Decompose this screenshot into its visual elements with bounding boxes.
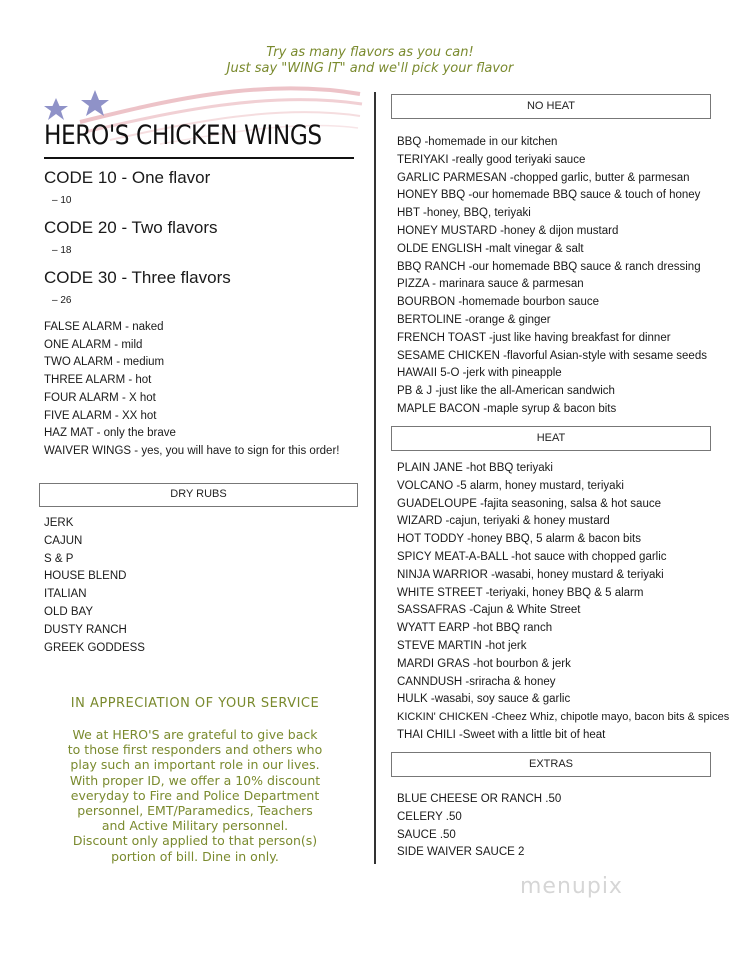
appreciation-line: and Active Military personnel. <box>101 818 289 834</box>
no-heat-header <box>391 94 711 119</box>
heat-level-item: FALSE ALARM - naked <box>44 321 164 333</box>
appreciation-line: to those first responders and others who <box>67 742 323 758</box>
tagline-line-1: Try as many flavors as you can! <box>266 45 474 60</box>
heat-level-item: HAZ MAT - only the brave <box>44 427 176 440</box>
appreciation-line: Discount only applied to that person(s) <box>72 833 318 849</box>
heat-level-item: TWO ALARM - medium <box>44 356 165 369</box>
extras-list <box>397 791 561 862</box>
heat-level-item: FIVE ALARM - XX hot <box>44 409 157 422</box>
star-icon <box>81 90 109 116</box>
dry-rubs-header <box>39 483 358 507</box>
heat-list <box>397 460 729 745</box>
no-heat-list <box>397 134 707 419</box>
flavor-item: CANNDUSH -sriracha & honey <box>397 675 556 688</box>
flavor-item: WYATT EARP -hot BBQ ranch <box>397 622 553 635</box>
flavor-item: NINJA WARRIOR -wasabi, honey mustard & teriyaki <box>397 568 664 581</box>
star-icon <box>44 98 68 120</box>
appreciation-title: IN APPRECIATION OF YOUR SERVICE <box>70 696 320 711</box>
heat-level-item: ONE ALARM - mild <box>44 338 143 351</box>
flavor-item: HOT TODDY -honey BBQ, 5 alarm & bacon bits <box>397 533 641 546</box>
dry-rub-item: GREEK GODDESS <box>44 641 145 654</box>
flavor-item: GARLIC PARMESAN -chopped garlic, butter & parmesan <box>397 171 690 184</box>
left-column <box>44 164 364 461</box>
dry-rub-item: CAJUN <box>44 534 83 547</box>
dry-rub-item: DUSTY RANCH <box>44 623 127 636</box>
flavor-item: WIZARD -cajun, teriyaki & honey mustard <box>397 515 610 528</box>
extras-header <box>391 752 711 777</box>
heat-level-item: THREE ALARM - hot <box>44 374 152 387</box>
extra-item: BLUE CHEESE OR RANCH .50 <box>397 793 562 805</box>
flavor-item: STEVE MARTIN -hot jerk <box>397 639 527 652</box>
heat-level-list <box>44 319 364 461</box>
flavor-item: SASSAFRAS -Cajun & White Street <box>397 604 581 617</box>
heat-title: HEAT <box>536 432 566 444</box>
appreciation-line: everyday to Fire and Police Department <box>70 787 320 803</box>
flavor-item: WHITE STREET -teriyaki, honey BBQ & 5 alarm <box>397 586 644 599</box>
dry-rub-item: JERK <box>44 517 74 529</box>
code-10-price: – 10 <box>52 195 364 207</box>
flavor-item: MAPLE BACON -maple syrup & bacon bits <box>397 402 617 415</box>
logo-underline <box>44 157 354 159</box>
code-10-name: CODE 10 - One flavor <box>44 168 211 187</box>
extras-title: EXTRAS <box>528 758 573 770</box>
dry-rub-item: ITALIAN <box>44 588 87 601</box>
code-20-price: – 18 <box>52 245 364 257</box>
flavor-item: HBT -honey, BBQ, teriyaki <box>397 207 531 220</box>
heat-level-item: FOUR ALARM - X hot <box>44 391 156 404</box>
extra-item: SAUCE .50 <box>397 828 456 841</box>
appreciation-line: portion of bill. Dine in only. <box>111 848 279 864</box>
extra-item: CELERY .50 <box>397 810 462 823</box>
flavor-item: SPICY MEAT-A-BALL -hot sauce with chopped garlic <box>397 550 667 563</box>
flavor-item: HONEY MUSTARD -honey & dijon mustard <box>397 224 619 237</box>
flavor-item: GUADELOUPE -fajita seasoning, salsa & hot sauce <box>397 497 661 510</box>
restaurant-name: HERO'S CHICKEN WINGS <box>44 120 322 151</box>
dry-rub-item: OLD BAY <box>44 605 93 618</box>
flavor-item: KICKIN' CHICKEN -Cheez Whiz, chipotle mayo, bacon bits & spices <box>397 711 730 724</box>
dry-rubs-list <box>44 515 145 657</box>
logo <box>40 82 365 162</box>
flavor-item: HULK -wasabi, soy sauce & garlic <box>397 693 571 706</box>
flavor-item: THAI CHILI -Sweet with a little bit of heat <box>397 728 606 741</box>
code-30-name: CODE 30 - Three flavors <box>44 268 231 287</box>
flavor-item: MARDI GRAS -hot bourbon & jerk <box>397 657 571 670</box>
flavor-item: PIZZA - marinara sauce & parmesan <box>397 278 584 291</box>
heat-level-item: WAIVER WINGS - yes, you will have to sign for this order! <box>44 444 340 457</box>
flavor-item: VOLCANO -5 alarm, honey mustard, teriyaki <box>397 479 624 492</box>
flavor-item: TERIYAKI -really good teriyaki sauce <box>397 153 586 166</box>
flavor-item: OLDE ENGLISH -malt vinegar & salt <box>397 242 584 255</box>
tagline-line-2: Just say "WING IT" and we'll pick your flavor <box>226 61 514 76</box>
flavor-item: BERTOLINE -orange & ginger <box>397 313 551 326</box>
flavor-item: SESAME CHICKEN -flavorful Asian-style with sesame seeds <box>397 349 707 362</box>
column-divider <box>374 92 376 864</box>
appreciation-notice <box>40 696 350 864</box>
appreciation-line: We at HERO'S are grateful to give back <box>72 727 318 742</box>
flavor-item: BBQ -homemade in our kitchen <box>397 136 558 148</box>
watermark: menupix <box>520 874 623 899</box>
dry-rub-item: HOUSE BLEND <box>44 570 127 583</box>
heat-header <box>391 426 711 451</box>
appreciation-line: play such an important role in our lives. <box>70 757 320 773</box>
extra-item: SIDE WAIVER SAUCE 2 <box>397 846 525 859</box>
appreciation-line: With proper ID, we offer a 10% discount <box>69 772 321 788</box>
code-30-price: – 26 <box>52 295 364 307</box>
flavor-item: HONEY BBQ -our homemade BBQ sauce & touch of honey <box>397 189 701 202</box>
code-20-name: CODE 20 - Two flavors <box>44 218 218 237</box>
appreciation-body <box>40 727 350 864</box>
no-heat-title: NO HEAT <box>526 100 576 112</box>
flavor-item: PB & J -just like the all-American sandwich <box>397 385 615 398</box>
flavor-item: FRENCH TOAST -just like having breakfast for dinner <box>397 331 671 344</box>
flavor-item: BBQ RANCH -our homemade BBQ sauce & ranch dressing <box>397 260 701 273</box>
flavor-item: BOURBON -homemade bourbon sauce <box>397 296 599 309</box>
tagline <box>150 45 590 77</box>
appreciation-line: personnel, EMT/Paramedics, Teachers <box>77 803 313 819</box>
flavor-item: HAWAII 5-O -jerk with pineapple <box>397 367 562 380</box>
code-list <box>44 167 364 307</box>
dry-rub-item: S & P <box>44 552 74 565</box>
flavor-item: PLAIN JANE -hot BBQ teriyaki <box>397 462 553 474</box>
dry-rubs-title: DRY RUBS <box>170 488 227 500</box>
